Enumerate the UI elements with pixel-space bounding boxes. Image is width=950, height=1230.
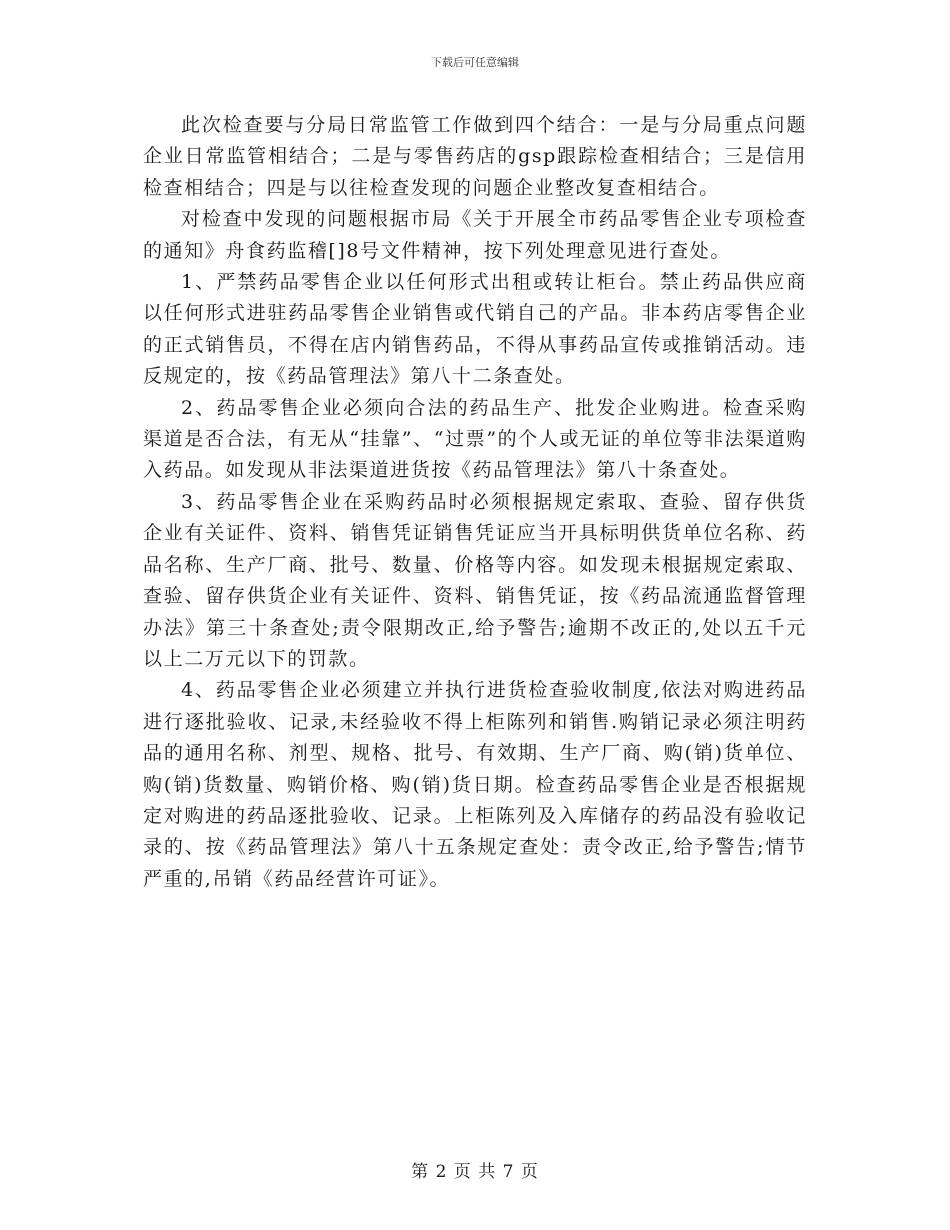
- page-number: 第 2 页 共 7 页: [411, 1162, 539, 1182]
- paragraph-item-2: 2、药品零售企业必须向合法的药品生产、批发企业购进。检查采购渠道是否合法，有无从“挂靠”、“过票”的个人或无证的单位等非法渠道购入药品。如发现从非法渠道进货按《药品管理法》第八十条查处。: [143, 396, 807, 482]
- paragraph-item-3: 3、药品零售企业在采购药品时必须根据规定索取、查验、留存供货企业有关证件、资料、销售凭证销售凭证应当开具标明供货单位名称、药品名称、生产厂商、批号、数量、价格等内容。如发现未根据规定索取、查验、留存供货企业有关证件、资料、销售凭证，按《药品流通监督管理办法》第三十条查处;责令限期改正,给予警告;逾期不改正的,处以五千元以上二万元以下的罚款。: [143, 490, 807, 670]
- paragraph-handling-basis: 对检查中发现的问题根据市局《关于开展全市药品零售企业专项检查的通知》舟食药监稽[]8号文件精神，按下列处理意见进行查处。: [143, 208, 807, 262]
- page-header: 下载后可任意编辑: [431, 56, 519, 69]
- document-body: [143, 110, 807, 895]
- paragraph-item-4: 4、药品零售企业必须建立并执行进货检查验收制度,依法对购进药品进行逐批验收、记录,未经验收不得上柜陈列和销售.购销记录必须注明药品的通用名称、剂型、规格、批号、有效期、生产厂商、购(销)货单位、购(销)货数量、购销价格、购(销)货日期。检查药品零售企业是否根据规定对购进的药品逐批验收、记录。上柜陈列及入库储存的药品没有验收记录的、按《药品管理法》第八十五条规定查处：责令改正,给予警告;情节严重的,吊销《药品经营许可证》。: [143, 679, 807, 890]
- paragraph-item-1: 1、严禁药品零售企业以任何形式出租或转让柜台。禁止药品供应商以任何形式进驻药品零售企业销售或代销自己的产品。非本药店零售企业的正式销售员，不得在店内销售药品，不得从事药品宣传或推销活动。违反规定的，按《药品管理法》第八十二条查处。: [143, 271, 807, 388]
- paragraph-four-combinations: 此次检查要与分局日常监管工作做到四个结合：一是与分局重点问题企业日常监管相结合；二是与零售药店的gsp跟踪检查相结合；三是信用检查相结合；四是与以往检查发现的问题企业整改复查相结合。: [143, 114, 807, 199]
